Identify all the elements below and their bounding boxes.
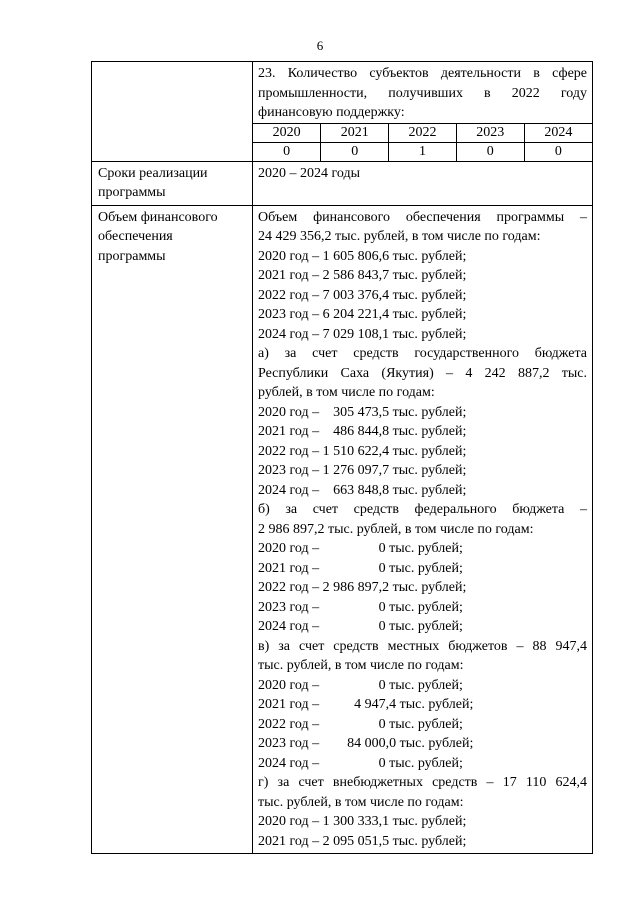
funding-line: 2020 год – 0 тыс. рублей; bbox=[258, 677, 463, 693]
funding-line: тыс. рублей, в том числе по годам: bbox=[258, 658, 464, 673]
funding-value-cell bbox=[253, 205, 593, 854]
funding-line: 2024 год – 0 тыс. рублей; bbox=[258, 619, 463, 634]
value-cell: 0 bbox=[253, 142, 321, 161]
funding-line: 2022 год – 7 003 376,4 тыс. рублей; bbox=[258, 287, 467, 303]
value-cell: 0 bbox=[524, 142, 592, 161]
values-row bbox=[253, 142, 592, 161]
funding-line: 2021 год – 2 095 051,5 тыс. рублей; bbox=[258, 833, 467, 849]
funding-lines bbox=[253, 206, 592, 854]
funding-line: рублей, в том числе по годам: bbox=[258, 385, 435, 400]
funding-label-line: Объем финансового bbox=[98, 209, 218, 225]
funding-line: 2021 год – 4 947,4 тыс. рублей; bbox=[258, 697, 474, 712]
funding-line: 2020 год – 1 300 333,1 тыс. рублей; bbox=[258, 814, 467, 829]
funding-line: 24 429 356,2 тыс. рублей, в том числе по годам: bbox=[258, 229, 541, 244]
funding-line: 2020 год – 1 605 806,6 тыс. рублей; bbox=[258, 248, 467, 264]
funding-line: 2023 год – 84 000,0 тыс. рублей; bbox=[258, 736, 474, 751]
year-cell: 2020 bbox=[253, 123, 321, 142]
funding-line: 2021 год – 486 844,8 тыс. рублей; bbox=[258, 424, 467, 439]
funding-line: 2020 год – 305 473,5 тыс. рублей; bbox=[258, 404, 467, 420]
funding-line: 2023 год – 1 276 097,7 тыс. рублей; bbox=[258, 463, 467, 478]
funding-line: г) за счет внебюджетных средств – 17 110 624,4 bbox=[258, 775, 587, 790]
funding-line: 2024 год – 7 029 108,1 тыс. рублей; bbox=[258, 326, 467, 342]
funding-line: б) за счет средств федерального бюджета – bbox=[258, 502, 587, 517]
funding-line: а) за счет средств государственного бюджета bbox=[258, 346, 587, 361]
period-value: 2020 – 2024 годы bbox=[258, 165, 361, 181]
program-passport-table bbox=[91, 61, 593, 854]
empty-label-cell bbox=[92, 62, 253, 162]
funding-line: 2020 год – 0 тыс. рублей; bbox=[258, 541, 463, 556]
funding-label-line: обеспечения bbox=[98, 229, 173, 244]
indicator-values-table bbox=[253, 123, 592, 161]
table-row-period bbox=[92, 161, 593, 205]
funding-line: 2021 год – 0 тыс. рублей; bbox=[258, 560, 463, 576]
year-cell: 2021 bbox=[321, 123, 389, 142]
table-row-funding bbox=[92, 205, 593, 854]
value-cell: 0 bbox=[321, 142, 389, 161]
funding-line: 2021 год – 2 586 843,7 тыс. рублей; bbox=[258, 268, 467, 283]
funding-line: 2022 год – 0 тыс. рублей; bbox=[258, 716, 463, 732]
period-label-line: программы bbox=[98, 185, 166, 200]
funding-label-line: программы bbox=[98, 248, 166, 264]
indicator-text-line: финансовую поддержку: bbox=[258, 105, 405, 120]
indicator-text-line: промышленности, получивших в 2022 году bbox=[258, 85, 587, 101]
funding-line: 2 986 897,2 тыс. рублей, в том числе по годам: bbox=[258, 521, 534, 537]
funding-line: 2023 год – 0 тыс. рублей; bbox=[258, 599, 463, 615]
funding-line: Объем финансового обеспечения программы – bbox=[258, 209, 587, 225]
indicator-cell bbox=[253, 62, 593, 162]
indicator-text-line: 23. Количество субъектов деятельности в сфере bbox=[258, 66, 587, 81]
funding-line: 2023 год – 6 204 221,4 тыс. рублей; bbox=[258, 307, 467, 322]
funding-line: 2024 год – 663 848,8 тыс. рублей; bbox=[258, 482, 467, 498]
funding-line: тыс. рублей, в том числе по годам: bbox=[258, 794, 464, 810]
funding-line: Республики Саха (Якутия) – 4 242 887,2 тыс. bbox=[258, 365, 587, 381]
table-row-indicator bbox=[92, 62, 593, 162]
year-cell: 2022 bbox=[389, 123, 457, 142]
year-cell: 2024 bbox=[524, 123, 592, 142]
year-cell: 2023 bbox=[456, 123, 524, 142]
value-cell: 0 bbox=[456, 142, 524, 161]
funding-line: 2022 год – 1 510 622,4 тыс. рублей; bbox=[258, 443, 467, 459]
period-label-line: Сроки реализации bbox=[98, 165, 208, 181]
funding-line: 2024 год – 0 тыс. рублей; bbox=[258, 755, 463, 771]
funding-label-cell bbox=[92, 205, 253, 854]
period-value-cell bbox=[253, 161, 593, 205]
value-cell: 1 bbox=[389, 142, 457, 161]
page-number: 6 bbox=[316, 38, 324, 53]
period-label-cell bbox=[92, 161, 253, 205]
funding-line: 2022 год – 2 986 897,2 тыс. рублей; bbox=[258, 580, 467, 595]
years-row bbox=[253, 123, 592, 142]
funding-line: в) за счет средств местных бюджетов – 88 947,4 bbox=[258, 638, 587, 654]
